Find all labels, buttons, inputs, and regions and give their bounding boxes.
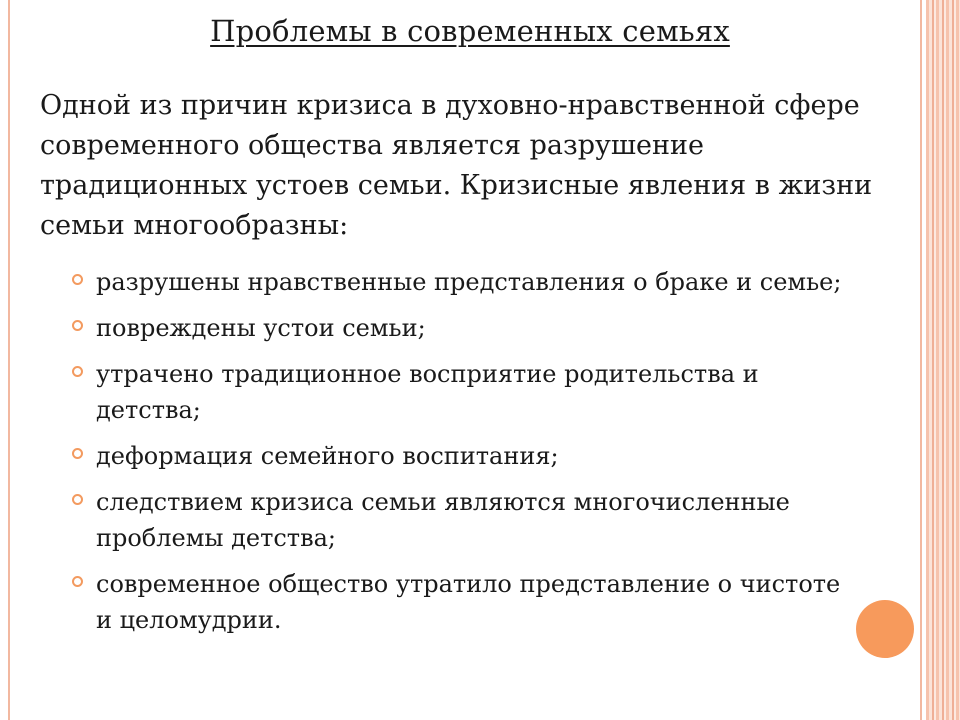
- list-item-text: разрушены нравственные представления о браке и семье;: [96, 268, 842, 296]
- list-item: [72, 310, 862, 346]
- list-item: [72, 438, 862, 474]
- bullet-circle-icon: [72, 576, 83, 587]
- bullet-circle-icon: [72, 274, 83, 285]
- list-item: [72, 356, 862, 428]
- bullet-circle-icon: [72, 320, 83, 331]
- list-item: [72, 484, 862, 556]
- list-item: [72, 264, 862, 300]
- list-item-text: деформация семейного воспитания;: [96, 442, 559, 470]
- list-item: [72, 566, 862, 638]
- bullet-list: [72, 264, 862, 648]
- slide-title-container: [0, 14, 940, 48]
- list-item-text: современное общество утратило представление о чистоте и целомудрии.: [96, 570, 841, 634]
- list-item-text: утрачено традиционное восприятие родительства и детства;: [96, 360, 759, 424]
- decorative-circle-icon: [856, 600, 914, 658]
- list-item-text: следствием кризиса семьи являются многочисленные проблемы детства;: [96, 488, 790, 552]
- right-decorative-stripes: [926, 0, 960, 720]
- slide-title: Проблемы в современных семьях: [210, 14, 730, 48]
- bullet-circle-icon: [72, 494, 83, 505]
- bullet-circle-icon: [72, 448, 83, 459]
- list-item-text: повреждены устои семьи;: [96, 314, 426, 342]
- left-border-line: [8, 0, 10, 720]
- intro-paragraph: Одной из причин кризиса в духовно-нравственной сфере современного общества является разрушение традиционных устоев семьи. Кризисные явления в жизни семьи многообразны:: [40, 90, 873, 241]
- bullet-circle-icon: [72, 366, 83, 377]
